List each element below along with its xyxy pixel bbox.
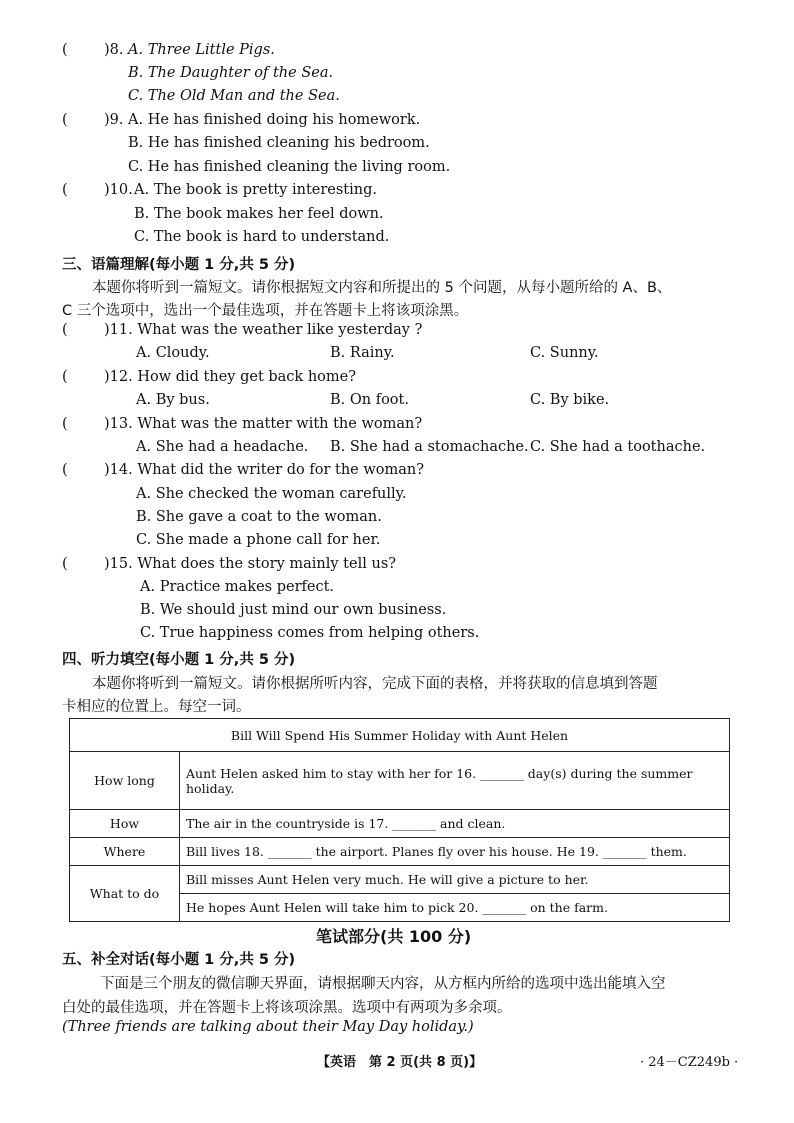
q12-stem: )12. How did they get back home?: [104, 369, 356, 385]
q14-option-b: B. She gave a coat to the woman.: [136, 509, 382, 525]
q8-option-b: B. The Daughter of the Sea.: [128, 65, 334, 81]
q10-option-b: B. The book makes her feel down.: [134, 206, 384, 222]
q9-option-b: B. He has finished cleaning his bedroom.: [128, 135, 430, 151]
page-footer: 【英语 第 2 页(共 8 页)】: [317, 1055, 483, 1070]
written-part-heading: 笔试部分(共 100 分): [316, 927, 472, 946]
q13-option-a: A. She had a headache.: [136, 439, 309, 455]
q13-paren: (: [62, 416, 68, 432]
listening-table: [69, 718, 730, 922]
q15-option-c: C. True happiness comes from helping others.: [140, 625, 480, 641]
q13-option-c: C. She had a toothache.: [530, 439, 706, 455]
q15-paren: (: [62, 556, 68, 572]
q9-number: )9.: [104, 112, 124, 128]
section3-heading: 三、语篇理解(每小题 1 分,共 5 分): [62, 257, 296, 273]
q11-paren: (: [62, 322, 68, 338]
section4-heading: 四、听力填空(每小题 1 分,共 5 分): [62, 652, 296, 668]
table-label-how-long: How long: [70, 752, 180, 810]
q11-option-b: B. Rainy.: [330, 345, 395, 361]
q10-option-c: C. The book is hard to understand.: [134, 229, 390, 245]
q15-option-b: B. We should just mind our own business.: [140, 602, 447, 618]
table-cell-where: Bill lives 18. _______ the airport. Planes fly over his house. He 19. _______ them.: [180, 838, 730, 866]
q11-stem: )11. What was the weather like yesterday ?: [104, 322, 423, 338]
q9-paren: (: [62, 112, 68, 128]
section3-instruction-2: C 三个选项中，选出一个最佳选项，并在答题卡上将该项涂黑。: [62, 303, 469, 319]
q14-option-a: A. She checked the woman carefully.: [136, 486, 407, 502]
q12-option-b: B. On foot.: [330, 392, 409, 408]
q14-stem: )14. What did the writer do for the woman?: [104, 462, 425, 478]
q14-option-c: C. She made a phone call for her.: [136, 532, 381, 548]
q9-option-c: C. He has finished cleaning the living room.: [128, 159, 451, 175]
table-label-where: Where: [70, 838, 180, 866]
q13-stem: )13. What was the matter with the woman?: [104, 416, 423, 432]
q11-option-c: C. Sunny.: [530, 345, 599, 361]
section4-instruction-2: 卡相应的位置上。每空一词。: [62, 699, 251, 715]
section5-instruction-2: 白处的最佳选项，并在答题卡上将该项涂黑。选项中有两项为多余项。: [62, 1000, 512, 1016]
q11-option-a: A. Cloudy.: [136, 345, 210, 361]
table-cell-what-to-do-1: Bill misses Aunt Helen very much. He will give a picture to her.: [180, 866, 730, 894]
q15-stem: )15. What does the story mainly tell us?: [104, 556, 397, 572]
q8-paren: (: [62, 42, 68, 58]
q12-option-a: A. By bus.: [136, 392, 210, 408]
section3-instruction-1: 本题你将听到一篇短文。请你根据短文内容和所提出的 5 个问题，从每小题所给的 A、B、: [92, 280, 672, 296]
q8-option-c: C. The Old Man and the Sea.: [128, 88, 340, 104]
section5-heading: 五、补全对话(每小题 1 分,共 5 分): [62, 952, 296, 968]
q10-paren: (: [62, 182, 68, 198]
section4-instruction-1: 本题你将听到一篇短文。请你根据所听内容，完成下面的表格，并将获取的信息填到答题: [92, 676, 658, 692]
table-cell-what-to-do-2: He hopes Aunt Helen will take him to pick 20. _______ on the farm.: [180, 894, 730, 922]
table-cell-how: The air in the countryside is 17. _______ and clean.: [180, 810, 730, 838]
q10-number: )10.: [104, 182, 133, 198]
q10-option-a: A. The book is pretty interesting.: [134, 182, 377, 198]
q12-paren: (: [62, 369, 68, 385]
table-cell-how-long: Aunt Helen asked him to stay with her for 16. _______ day(s) during the summer holiday.: [180, 752, 730, 810]
section5-note: (Three friends are talking about their May Day holiday.): [62, 1019, 474, 1035]
q13-option-b: B. She had a stomachache.: [330, 439, 529, 455]
table-label-what-to-do: What to do: [70, 866, 180, 922]
page-code: · 24－CZ249b ·: [640, 1055, 739, 1070]
q8-number: )8.: [104, 42, 124, 58]
q15-option-a: A. Practice makes perfect.: [140, 579, 335, 595]
table-label-how: How: [70, 810, 180, 838]
q9-option-a: A. He has finished doing his homework.: [128, 112, 421, 128]
table-title: Bill Will Spend His Summer Holiday with Aunt Helen: [70, 719, 730, 752]
q14-paren: (: [62, 462, 68, 478]
q8-option-a: A. Three Little Pigs.: [128, 42, 275, 58]
section5-instruction-1: 下面是三个朋友的微信聊天界面，请根据聊天内容，从方框内所给的选项中选出能填入空: [100, 976, 666, 992]
q12-option-c: C. By bike.: [530, 392, 610, 408]
